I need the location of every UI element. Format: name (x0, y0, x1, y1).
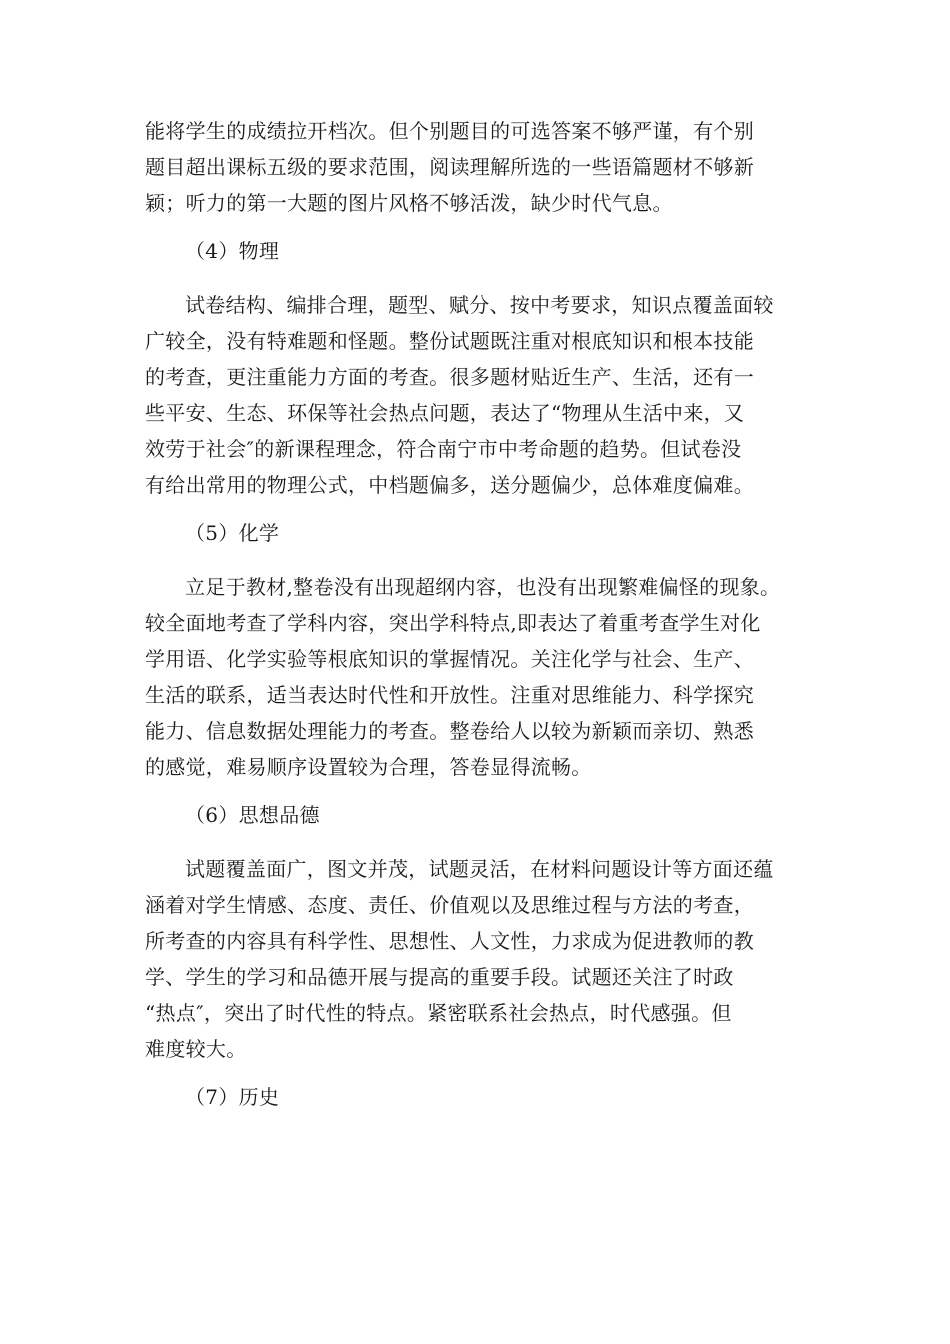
paragraph-line: 些平安、生态、环保等社会热点问题，表达了“物理从生活中来，又 (145, 401, 745, 425)
paragraph-line: 的考查，更注重能力方面的考查。很多题材贴近生产、生活，还有一 (145, 365, 754, 389)
section-paragraph-physics (145, 287, 810, 503)
paragraph-line: 生活的联系，适当表达时代性和开放性。注重对思维能力、科学探究 (145, 683, 754, 707)
section-paragraph-chemistry (145, 569, 810, 785)
document-body (145, 113, 810, 1115)
section-heading-morality: （6）思想品德 (185, 803, 320, 827)
paragraph-line: 学、学生的学习和品德开展与提高的重要手段。试题还关注了时政 (145, 965, 734, 989)
paragraph-line: “热点″，突出了时代性的特点。紧密联系社会热点，时代感强。但 (145, 1001, 732, 1025)
section-paragraph-morality (145, 851, 810, 1067)
paragraph-line: 能力、信息数据处理能力的考查。整卷给人以较为新颖而亲切、熟悉 (145, 719, 754, 743)
paragraph-line: 的感觉，难易顺序设置较为合理，答卷显得流畅。 (145, 755, 592, 779)
paragraph-line: 试题覆盖面广，图文并茂，试题灵活，在材料问题设计等方面还蕴 (185, 857, 774, 881)
section-heading-chemistry: （5）化学 (185, 521, 280, 545)
paragraph-line: 题目超出课标五级的要求范围，阅读理解所选的一些语篇题材不够新 (145, 155, 754, 179)
paragraph-line: 有给出常用的物理公式，中档题偏多，送分题偏少，总体难度偏难。 (145, 473, 754, 497)
paragraph-line: 立足于教材,整卷没有出现超纲内容，也没有出现繁难偏怪的现象。 (185, 575, 781, 599)
paragraph-line: 广较全，没有特难题和怪题。整份试题既注重对根底知识和根本技能 (145, 329, 754, 353)
paragraph-line: 试卷结构、编排合理，题型、赋分、按中考要求，知识点覆盖面较 (185, 293, 774, 317)
intro-paragraph (145, 113, 810, 221)
paragraph-line: 效劳于社会″的新课程理念，符合南宁市中考命题的趋势。但试卷没 (145, 437, 742, 461)
paragraph-line: 难度较大。 (145, 1037, 247, 1061)
section-heading-history: （7）历史 (185, 1085, 280, 1109)
paragraph-line: 颖；听力的第一大题的图片风格不够活泼，缺少时代气息。 (145, 191, 673, 215)
paragraph-line: 所考查的内容具有科学性、思想性、人文性，力求成为促进教师的教 (145, 929, 754, 953)
section-heading-physics: （4）物理 (185, 239, 280, 263)
paragraph-line: 学用语、化学实验等根底知识的掌握情况。关注化学与社会、生产、 (145, 647, 754, 671)
paragraph-line: 涵着对学生情感、态度、责任、价值观以及思维过程与方法的考查， (145, 893, 754, 917)
paragraph-line: 较全面地考查了学科内容，突出学科特点,即表达了着重考查学生对化 (145, 611, 761, 635)
paragraph-line: 能将学生的成绩拉开档次。但个别题目的可选答案不够严谨，有个别 (145, 119, 754, 143)
